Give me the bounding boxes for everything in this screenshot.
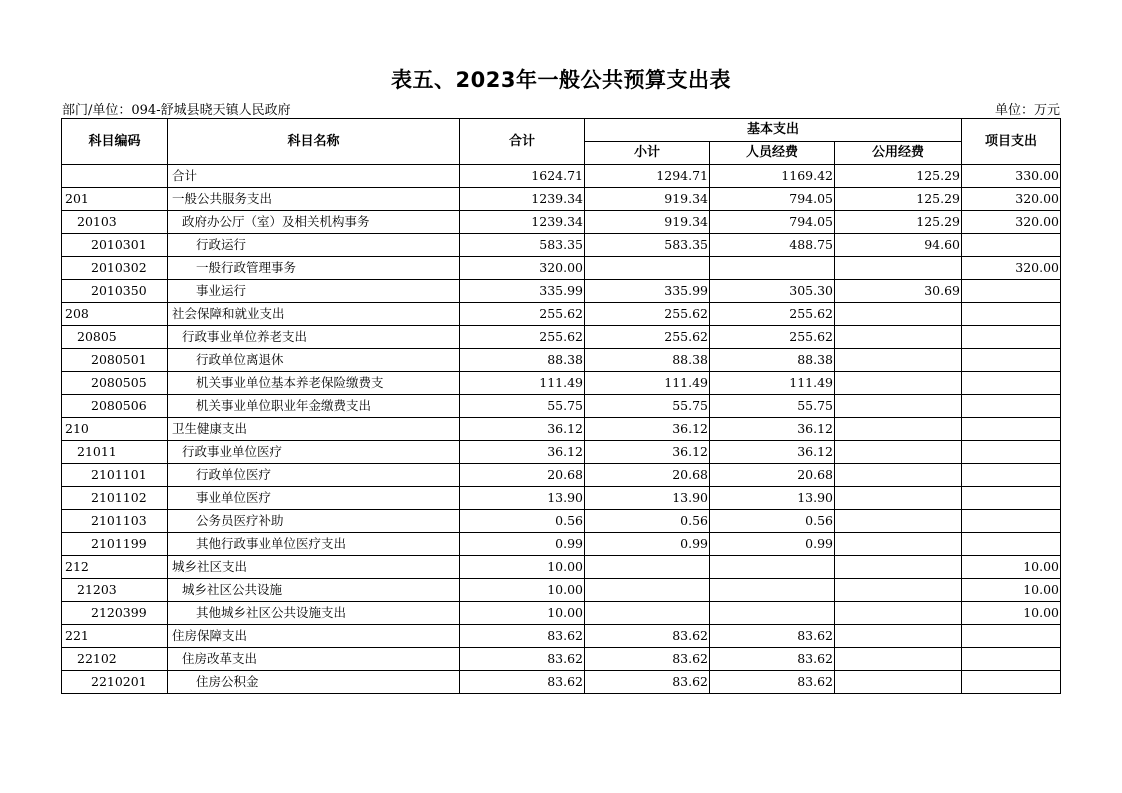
row-subtotal: [585, 602, 710, 625]
row-public: 125.29: [835, 165, 962, 188]
row-personnel: 36.12: [710, 418, 835, 441]
row-personnel: 36.12: [710, 441, 835, 464]
row-total: 1239.34: [460, 211, 585, 234]
table-row: [62, 671, 1061, 694]
table-row: [62, 510, 1061, 533]
row-name: 住房公积金: [168, 671, 460, 694]
row-public: [835, 625, 962, 648]
row-name: 卫生健康支出: [168, 418, 460, 441]
row-name: 行政单位医疗: [168, 464, 460, 487]
row-name: 城乡社区公共设施: [168, 579, 460, 602]
row-total: 55.75: [460, 395, 585, 418]
row-code: 2101102: [62, 487, 168, 510]
row-name: 行政事业单位医疗: [168, 441, 460, 464]
row-subtotal: [585, 556, 710, 579]
row-personnel: 13.90: [710, 487, 835, 510]
row-total: 36.12: [460, 441, 585, 464]
row-project: 10.00: [962, 602, 1061, 625]
table-row: [62, 625, 1061, 648]
row-total: 83.62: [460, 648, 585, 671]
table-row: [62, 280, 1061, 303]
row-subtotal: 83.62: [585, 648, 710, 671]
row-public: [835, 303, 962, 326]
row-name: 一般公共服务支出: [168, 188, 460, 211]
row-code: 2080501: [62, 349, 168, 372]
row-total: 1239.34: [460, 188, 585, 211]
row-project: 10.00: [962, 579, 1061, 602]
row-code: 208: [62, 303, 168, 326]
row-personnel: 488.75: [710, 234, 835, 257]
row-code: 2010302: [62, 257, 168, 280]
header-project: 项目支出: [962, 119, 1061, 165]
row-subtotal: 0.56: [585, 510, 710, 533]
row-public: [835, 579, 962, 602]
row-project: [962, 326, 1061, 349]
row-public: [835, 441, 962, 464]
row-total: 83.62: [460, 671, 585, 694]
row-subtotal: 20.68: [585, 464, 710, 487]
row-name: 机关事业单位基本养老保险缴费支: [168, 372, 460, 395]
row-personnel: [710, 602, 835, 625]
row-code: [62, 165, 168, 188]
header-total: 合计: [460, 119, 585, 165]
row-public: [835, 556, 962, 579]
table-row: [62, 257, 1061, 280]
table-row: [62, 234, 1061, 257]
row-total: 10.00: [460, 602, 585, 625]
row-code: 212: [62, 556, 168, 579]
row-total: 83.62: [460, 625, 585, 648]
row-project: 320.00: [962, 211, 1061, 234]
row-name: 住房改革支出: [168, 648, 460, 671]
row-public: [835, 349, 962, 372]
row-subtotal: 83.62: [585, 671, 710, 694]
header-name: 科目名称: [168, 119, 460, 165]
row-code: 2101199: [62, 533, 168, 556]
row-name: 事业运行: [168, 280, 460, 303]
row-code: 2120399: [62, 602, 168, 625]
department-label: 部门/单位：094-舒城县晓天镇人民政府: [62, 103, 291, 118]
row-personnel: 0.56: [710, 510, 835, 533]
budget-table: [61, 118, 1061, 694]
row-total: 0.99: [460, 533, 585, 556]
row-total: 255.62: [460, 303, 585, 326]
row-personnel: 88.38: [710, 349, 835, 372]
row-public: [835, 418, 962, 441]
table-row: [62, 441, 1061, 464]
row-public: [835, 487, 962, 510]
table-body: [62, 165, 1061, 694]
row-name: 其他行政事业单位医疗支出: [168, 533, 460, 556]
row-total: 255.62: [460, 326, 585, 349]
row-project: [962, 648, 1061, 671]
row-name: 其他城乡社区公共设施支出: [168, 602, 460, 625]
row-code: 210: [62, 418, 168, 441]
row-personnel: [710, 556, 835, 579]
table-row: [62, 579, 1061, 602]
row-project: 320.00: [962, 257, 1061, 280]
row-project: [962, 464, 1061, 487]
row-public: 125.29: [835, 188, 962, 211]
row-personnel: [710, 257, 835, 280]
header-public: 公用经费: [835, 142, 962, 165]
table-row: [62, 395, 1061, 418]
table-row: [62, 533, 1061, 556]
row-name: 行政运行: [168, 234, 460, 257]
row-code: 20103: [62, 211, 168, 234]
table-row: [62, 303, 1061, 326]
row-name: 事业单位医疗: [168, 487, 460, 510]
row-personnel: 1169.42: [710, 165, 835, 188]
row-public: [835, 464, 962, 487]
header-basic: 基本支出: [585, 119, 962, 142]
table-row: [62, 372, 1061, 395]
row-subtotal: 583.35: [585, 234, 710, 257]
row-personnel: 20.68: [710, 464, 835, 487]
table-row: [62, 556, 1061, 579]
row-project: [962, 671, 1061, 694]
row-code: 22102: [62, 648, 168, 671]
row-code: 2080506: [62, 395, 168, 418]
header-code: 科目编码: [62, 119, 168, 165]
row-subtotal: 919.34: [585, 188, 710, 211]
row-subtotal: 88.38: [585, 349, 710, 372]
row-personnel: [710, 579, 835, 602]
row-subtotal: 111.49: [585, 372, 710, 395]
table-row: [62, 326, 1061, 349]
row-personnel: 83.62: [710, 671, 835, 694]
row-personnel: 794.05: [710, 188, 835, 211]
row-public: 125.29: [835, 211, 962, 234]
row-project: [962, 395, 1061, 418]
row-public: [835, 395, 962, 418]
row-subtotal: 36.12: [585, 418, 710, 441]
row-code: 21011: [62, 441, 168, 464]
row-subtotal: 255.62: [585, 326, 710, 349]
row-code: 221: [62, 625, 168, 648]
header-subtotal: 小计: [585, 142, 710, 165]
row-name: 行政事业单位养老支出: [168, 326, 460, 349]
row-project: [962, 349, 1061, 372]
row-subtotal: 255.62: [585, 303, 710, 326]
row-total: 1624.71: [460, 165, 585, 188]
row-code: 201: [62, 188, 168, 211]
row-subtotal: 55.75: [585, 395, 710, 418]
row-subtotal: 36.12: [585, 441, 710, 464]
row-project: [962, 533, 1061, 556]
row-project: 320.00: [962, 188, 1061, 211]
row-code: 2210201: [62, 671, 168, 694]
row-public: [835, 533, 962, 556]
row-public: [835, 510, 962, 533]
row-subtotal: [585, 257, 710, 280]
row-code: 2101103: [62, 510, 168, 533]
row-name: 公务员医疗补助: [168, 510, 460, 533]
table-row: [62, 211, 1061, 234]
table-row: [62, 487, 1061, 510]
table-row: [62, 464, 1061, 487]
row-subtotal: 83.62: [585, 625, 710, 648]
table-row: [62, 349, 1061, 372]
row-public: 30.69: [835, 280, 962, 303]
row-subtotal: 919.34: [585, 211, 710, 234]
row-public: [835, 648, 962, 671]
row-project: [962, 280, 1061, 303]
row-personnel: 55.75: [710, 395, 835, 418]
row-total: 10.00: [460, 556, 585, 579]
row-total: 320.00: [460, 257, 585, 280]
row-code: 2010350: [62, 280, 168, 303]
row-personnel: 255.62: [710, 326, 835, 349]
row-code: 2101101: [62, 464, 168, 487]
row-public: 94.60: [835, 234, 962, 257]
row-total: 88.38: [460, 349, 585, 372]
row-code: 21203: [62, 579, 168, 602]
row-code: 2010301: [62, 234, 168, 257]
table-row: [62, 602, 1061, 625]
row-personnel: 0.99: [710, 533, 835, 556]
unit-label: 单位：万元: [994, 103, 1060, 118]
row-personnel: 111.49: [710, 372, 835, 395]
row-project: [962, 234, 1061, 257]
row-personnel: 794.05: [710, 211, 835, 234]
row-public: [835, 372, 962, 395]
table-row: [62, 188, 1061, 211]
row-total: 583.35: [460, 234, 585, 257]
row-subtotal: 13.90: [585, 487, 710, 510]
table-row: [62, 165, 1061, 188]
row-subtotal: [585, 579, 710, 602]
row-name: 城乡社区支出: [168, 556, 460, 579]
row-total: 0.56: [460, 510, 585, 533]
header-personnel: 人员经费: [710, 142, 835, 165]
row-name: 合计: [168, 165, 460, 188]
table-row: [62, 418, 1061, 441]
row-total: 36.12: [460, 418, 585, 441]
row-total: 13.90: [460, 487, 585, 510]
table-row: [62, 648, 1061, 671]
row-subtotal: 0.99: [585, 533, 710, 556]
row-public: [835, 602, 962, 625]
row-project: [962, 418, 1061, 441]
page-title: 表五、2023年一般公共预算支出表: [391, 68, 731, 92]
row-personnel: 83.62: [710, 625, 835, 648]
row-public: [835, 257, 962, 280]
row-name: 机关事业单位职业年金缴费支出: [168, 395, 460, 418]
row-project: [962, 303, 1061, 326]
row-project: [962, 372, 1061, 395]
row-name: 一般行政管理事务: [168, 257, 460, 280]
row-project: [962, 625, 1061, 648]
row-name: 行政单位离退休: [168, 349, 460, 372]
row-name: 住房保障支出: [168, 625, 460, 648]
row-project: 10.00: [962, 556, 1061, 579]
row-total: 111.49: [460, 372, 585, 395]
row-name: 政府办公厅（室）及相关机构事务: [168, 211, 460, 234]
row-code: 20805: [62, 326, 168, 349]
row-subtotal: 1294.71: [585, 165, 710, 188]
row-personnel: 305.30: [710, 280, 835, 303]
row-public: [835, 671, 962, 694]
row-code: 2080505: [62, 372, 168, 395]
row-personnel: 255.62: [710, 303, 835, 326]
row-total: 20.68: [460, 464, 585, 487]
row-total: 335.99: [460, 280, 585, 303]
row-project: 330.00: [962, 165, 1061, 188]
row-total: 10.00: [460, 579, 585, 602]
row-name: 社会保障和就业支出: [168, 303, 460, 326]
row-public: [835, 326, 962, 349]
row-project: [962, 487, 1061, 510]
row-personnel: 83.62: [710, 648, 835, 671]
row-project: [962, 441, 1061, 464]
row-subtotal: 335.99: [585, 280, 710, 303]
row-project: [962, 510, 1061, 533]
